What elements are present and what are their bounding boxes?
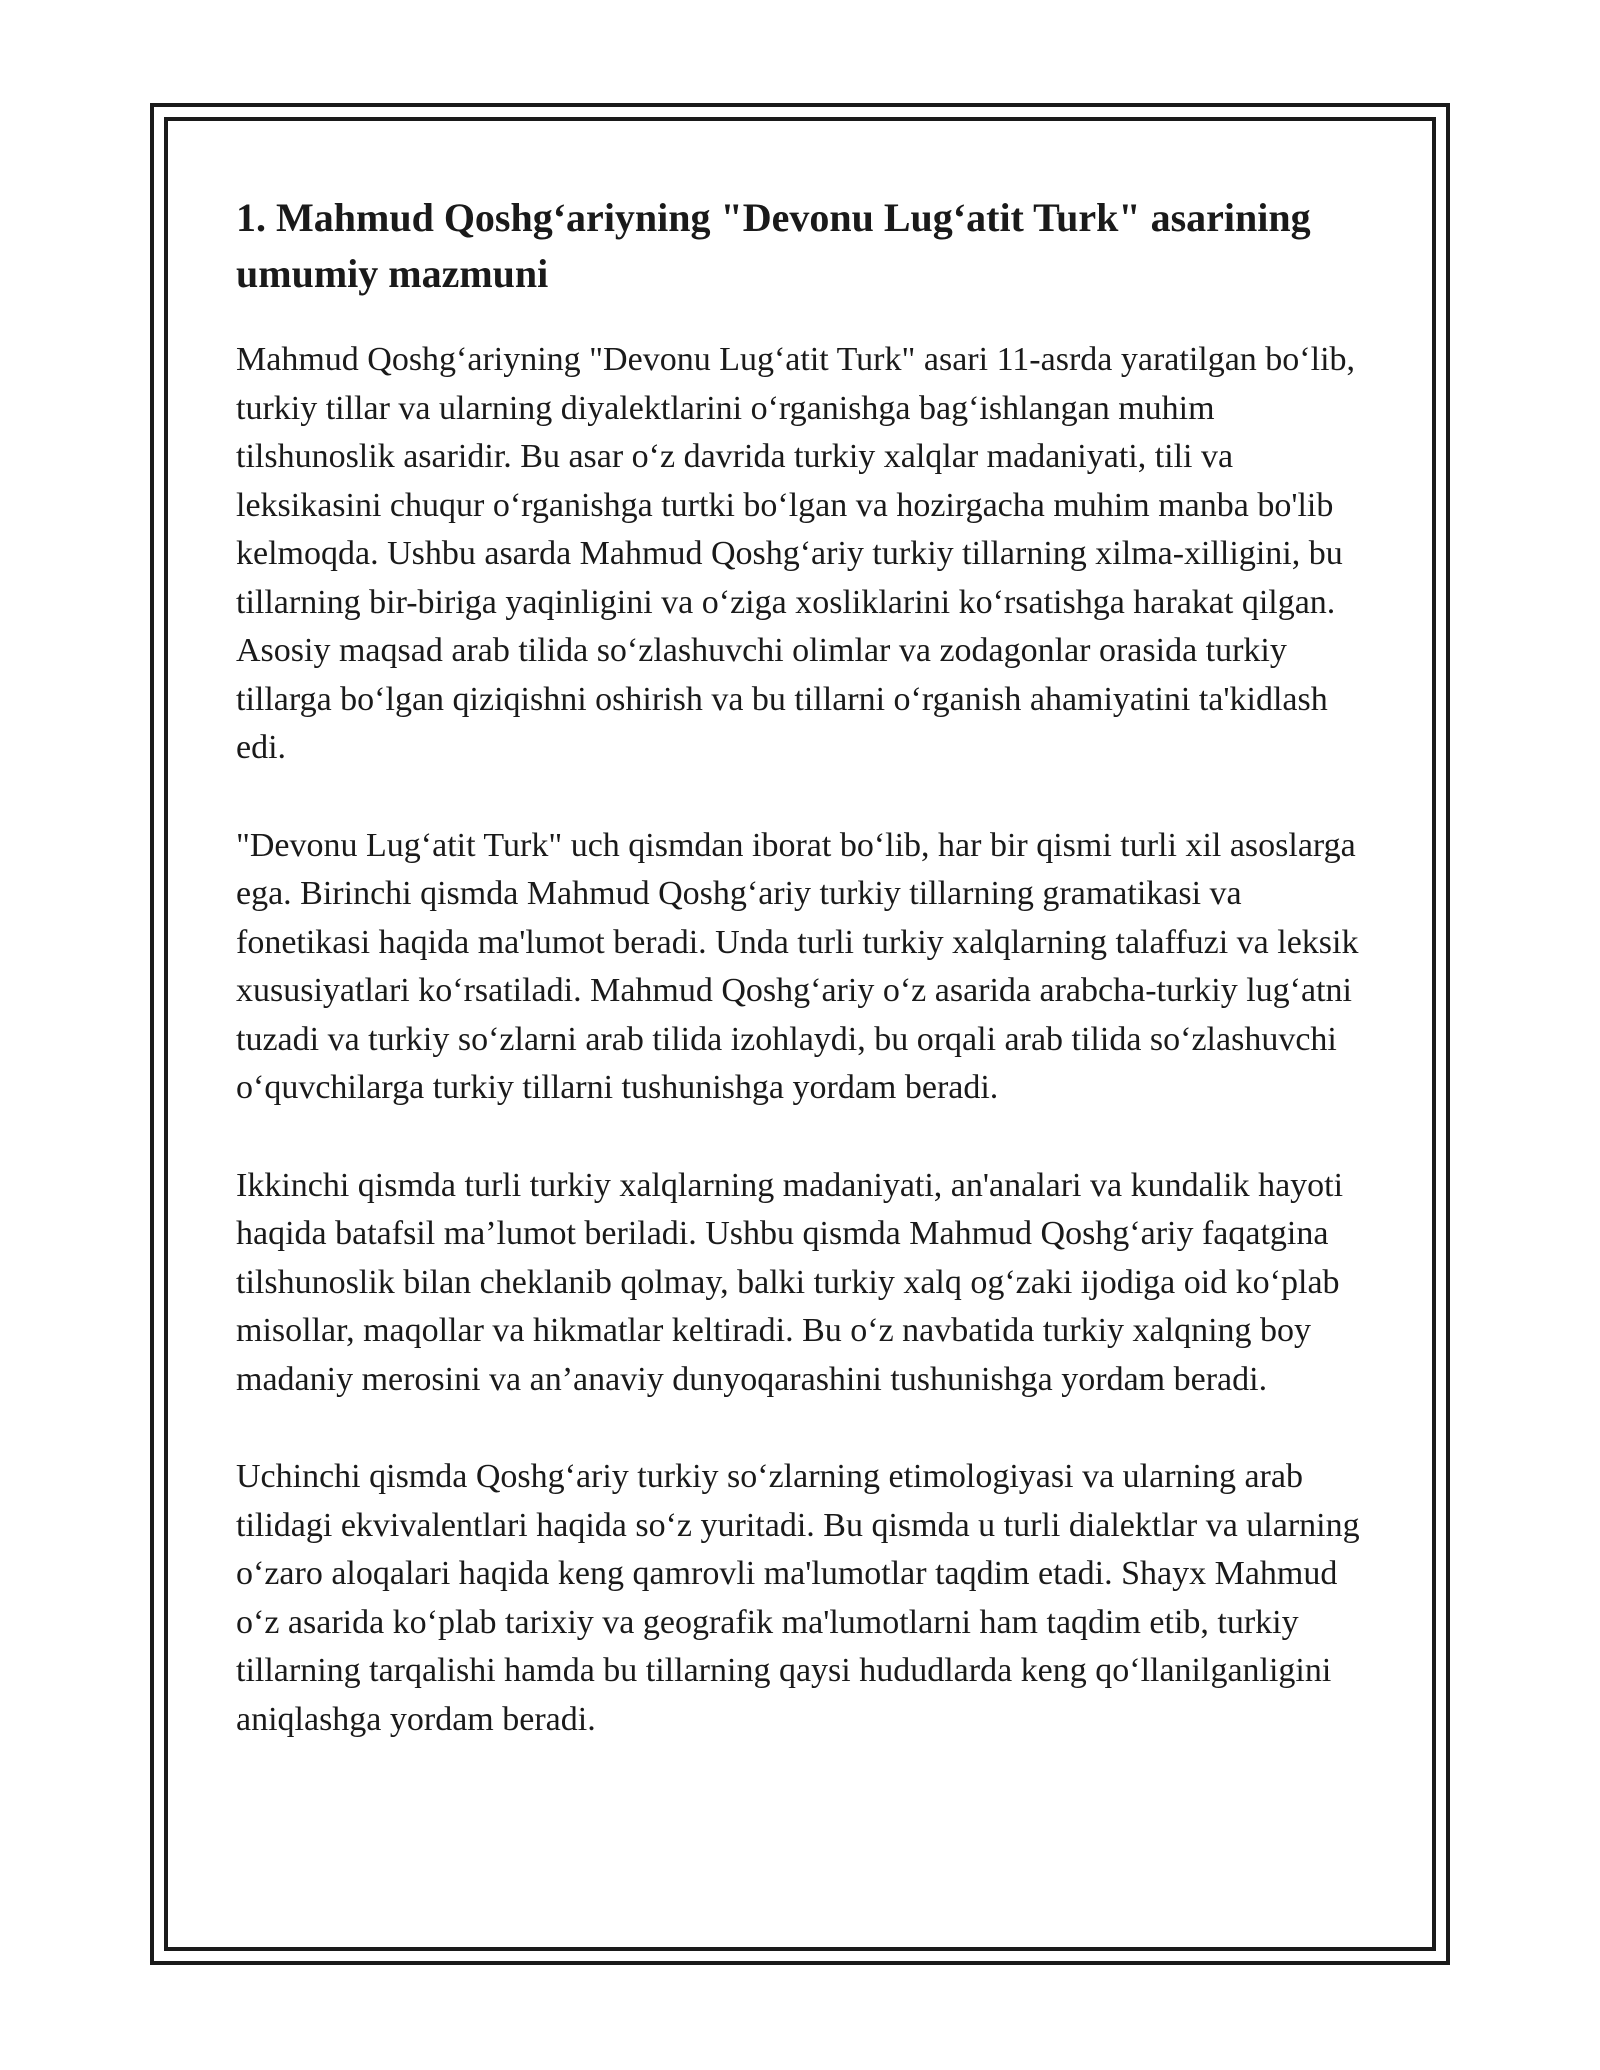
document-body	[236, 190, 1378, 1744]
section-heading: 1. Mahmud Qoshg‘ariyning "Devonu Lug‘atit Turk" asarining umumiy mazmuni	[236, 195, 1311, 296]
paragraph-third-part: Uchinchi qismda Qoshg‘ariy turkiy so‘zlarning etimologiyasi va ularning arab tilidagi ekvivalentlari haqida so‘z yuritadi. Bu qismda u turli dialektlar va ularning o‘zaro aloqalari haqida keng qamrovli ma'lumotlar taqdim etadi. Shayx Mahmud o‘z asarida ko‘plab tarixiy va geografik ma'lumotlarni ham taqdim etib, turkiy tillarning tarqalishi hamda bu tillarning qaysi hududlarda keng qo‘llanilganligini aniqlashga yordam beradi.	[236, 1458, 1360, 1738]
paragraph-second-part: Ikkinchi qismda turli turkiy xalqlarning madaniyati, an'analari va kundalik hayoti haqida batafsil ma’lumot beriladi. Ushbu qismda Mahmud Qoshg‘ariy faqatgina tilshunoslik bilan cheklanib qolmay, balki turkiy xalq og‘zaki ijodiga oid ko‘plab misollar, maqollar va hikmatlar keltiradi. Bu o‘z navbatida turkiy xalqning boy madaniy merosini va an’anaviy dunyoqarashini tushunishga yordam beradi.	[236, 1166, 1344, 1398]
paragraph-intro: Mahmud Qoshg‘ariyning "Devonu Lug‘atit Turk" asari 11-asrda yaratilgan bo‘lib, turkiy tillar va ularning diyalektlarini o‘rganishga bag‘ishlangan muhim tilshunoslik asaridir. Bu asar o‘z davrida turkiy xalqlar madaniyati, tili va leksikasini chuqur o‘rganishga turtki bo‘lgan va hozirgacha muhim manba bo'lib kelmoqda. Ushbu asarda Mahmud Qoshg‘ariy turkiy tillarning xilma-xilligini, bu tillarning bir-biriga yaqinligini va o‘ziga xosliklarini ko‘rsatishga harakat qilgan. Asosiy maqsad arab tilida so‘zlashuvchi olimlar va zodagonlar orasida turkiy tillarga bo‘lgan qiziqishni oshirish va bu tillarni o‘rganish ahamiyatini ta'kidlash edi.	[236, 341, 1356, 766]
paragraph-first-part: "Devonu Lug‘atit Turk" uch qismdan iborat bo‘lib, har bir qismi turli xil asoslarga ega. Birinchi qismda Mahmud Qoshg‘ariy turkiy tillarning gramatikasi va fonetikasi haqida ma'lumot beradi. Unda turli turkiy xalqlarning talaffuzi va leksik xususiyatlari ko‘rsatiladi. Mahmud Qoshg‘ariy o‘z asarida arabcha-turkiy lug‘atni tuzadi va turkiy so‘zlarni arab tilida izohlaydi, bu orqali arab tilida so‘zlashuvchi o‘quvchilarga turkiy tillarni tushunishga yordam beradi.	[236, 826, 1359, 1106]
